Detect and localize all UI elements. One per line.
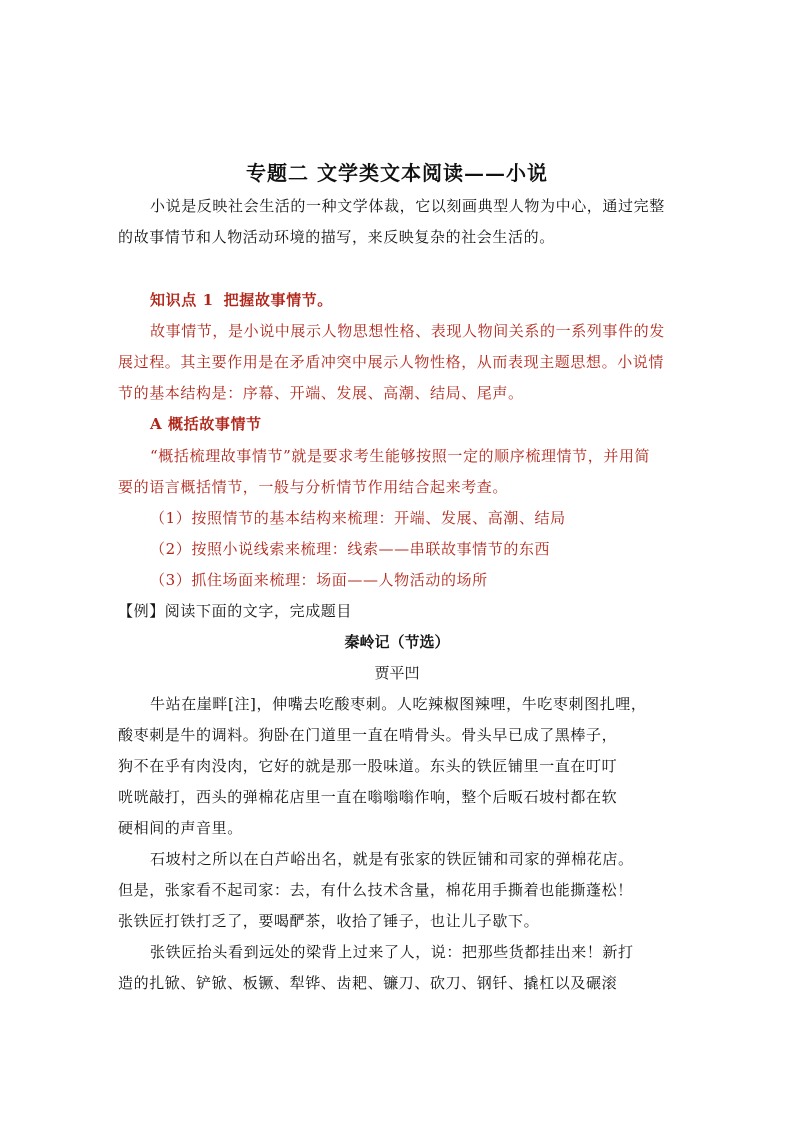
intro-line-1: 小说是反映社会生活的一种文学体裁，它以刻画典型人物为中心，通过完整 [150,197,665,215]
section-a-heading: A 概括故事情节 [150,415,262,433]
kp-para-line-1: 故事情节，是小说中展示人物思想性格、表现人物间关系的一系列事件的发 [150,322,665,340]
list-item: （2）按照小说线索来梳理：线索——串联故事情节的东西 [150,540,551,558]
knowledge-point-label: 知识点 1 [150,291,214,309]
passage-line: 咣咣敲打，西头的弹棉花店里一直在嗡嗡嗡作响，整个后畈石坡村都在软 [118,788,618,806]
passage-author: 贾平凹 [374,664,420,682]
section-a-line-1: “概括梳理故事情节”就是要求考生能够按照一定的顺序梳理情节，并用简 [150,447,651,465]
passage-line: 牛站在崖畔[注]，伸嘴去吃酸枣刺。人吃辣椒图辣哩，牛吃枣刺图扎哩， [150,695,647,713]
passage-line: 张铁匠抬头看到远处的梁背上过来了人，说：把那些货都挂出来！新打 [150,943,634,961]
passage-title: 秦岭记（节选） [344,633,450,651]
passage-line: 但是，张家看不起司家：去，有什么技术含量，棉花用手撕着也能撕蓬松！ [118,881,633,899]
passage-line: 酸枣刺是牛的调料。狗卧在门道里一直在啃骨头。骨头早已成了黑棒子， [118,726,618,744]
section-a-line-2: 要的语言概括情节，一般与分析情节作用结合起来考查。 [118,478,509,496]
passage-line: 造的扎锨、铲锨、板镢、犁铧、齿耙、镰刀、砍刀、钢钎、撬杠以及碾滚 [118,974,618,992]
knowledge-point-title: 把握故事情节。 [223,291,333,309]
example-label: 【例】阅读下面的文字，完成题目 [118,602,353,620]
list-item: （1）按照情节的基本结构来梳理：开端、发展、高潮、结局 [150,509,566,527]
passage-line: 张铁匠打铁打乏了，要喝酽茶，收拾了锤子，也让儿子歇下。 [118,912,540,930]
passage-line: 狗不在乎有肉没肉，它好的就是那一股味道。东头的铁匠铺里一直在叮叮 [118,757,618,775]
knowledge-point-heading [150,290,678,310]
page-title: 专题二 文学类文本阅读——小说 [246,161,548,185]
intro-line-2: 的故事情节和人物活动环境的描写，来反映复杂的社会生活的。 [118,228,555,246]
kp-para-line-2: 展过程。其主要作用是在矛盾冲突中展示人物性格，从而表现主题思想。小说情 [118,353,665,371]
passage-line: 硬相间的声音里。 [118,819,243,837]
kp-para-line-3: 节的基本结构是：序幕、开端、发展、高潮、结局、尾声。 [118,384,524,402]
list-item: （3）抓住场面来梳理：场面——人物活动的场所 [150,571,488,589]
passage-line: 石坡村之所以在白芦峪出名，就是有张家的铁匠铺和司家的弹棉花店。 [150,850,634,868]
